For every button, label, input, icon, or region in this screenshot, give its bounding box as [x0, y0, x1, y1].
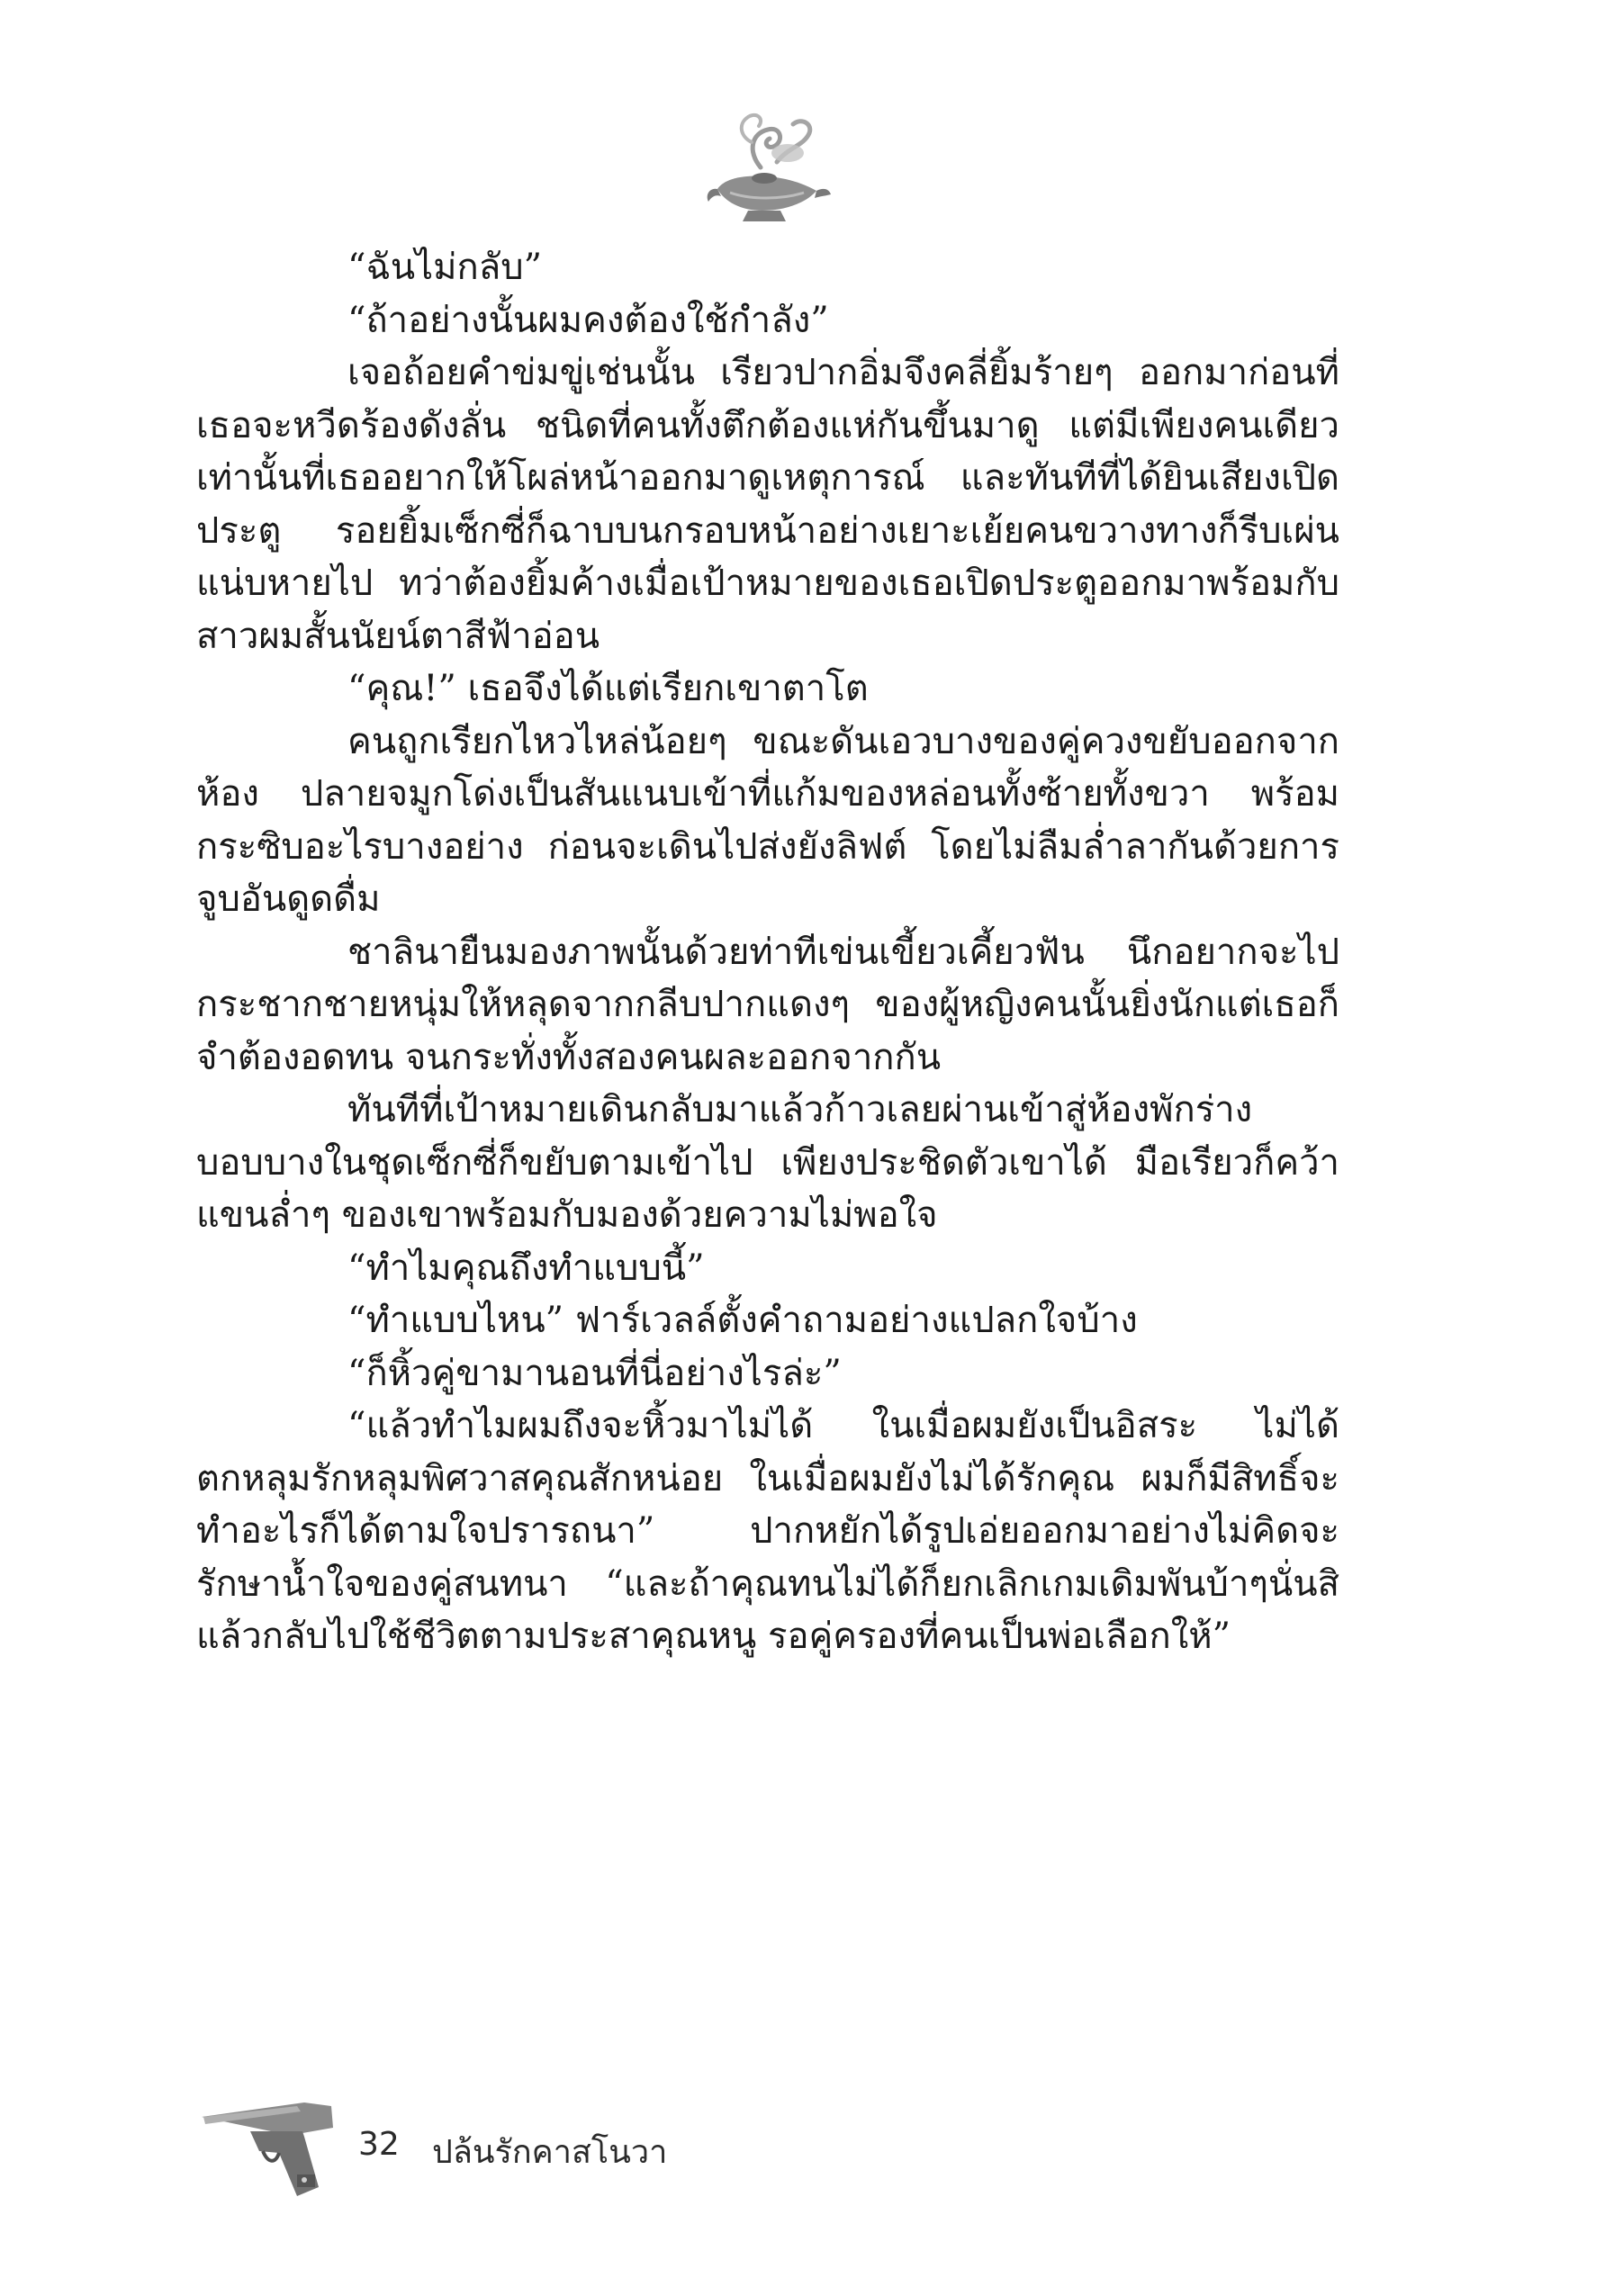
page-footer [196, 2097, 880, 2205]
lamp-icon [698, 106, 833, 232]
pistol-icon [196, 2097, 349, 2201]
paragraph: ทันทีที่เป้าหมายเดินกลับมาแล้วก้าวเลยผ่านเข้าสู่ห้องพักร่างบอบบางในชุดเซ็กซี่ก็ขยับตามเข้าไป เพียงประชิดตัวเขาได้ มือเรียวก็คว้าแขนล่ำๆ ของเขาพร้อมกับมองด้วยความไม่พอใจ [196, 1089, 1339, 1236]
paragraph: “ทำแบบไหน” ฟาร์เวลล์ตั้งคำถามอย่างแปลกใจบ้าง [347, 1300, 1138, 1341]
paragraph: “แล้วทำไมผมถึงจะหิ้วมาไม่ได้ ในเมื่อผมยังเป็นอิสระ ไม่ได้ตกหลุมรักหลุมพิศวาสคุณสักหน่อย ในเมื่อผมยังไม่ได้รักคุณ ผมก็มีสิทธิ์จะทำอะไรก็ได้ตามใจปรารถนา” ปากหยักได้รูปเอ่ยออกมาอย่างไม่คิดจะรักษาน้ำใจของคู่สนทนา “และถ้าคุณทนไม่ได้ก็ยกเลิกเกมเดิมพันบ้าๆนั่นสิ แล้วกลับไปใช้ชีวิตตามประสาคุณหนู รอคู่ครองที่คนเป็นพ่อเลือกให้” [196, 1405, 1339, 1657]
page-number: 32 [358, 2126, 400, 2163]
paragraph: ชาลินายืนมองภาพนั้นด้วยท่าทีเข่นเขี้ยวเคี้ยวฟัน นึกอยากจะไปกระชากชายหนุ่มให้หลุดจากกลีบปากแดงๆ ของผู้หญิงคนนั้นยิ่งนักแต่เธอก็จำต้องอดทน จนกระทั่งทั้งสองคนผละออกจากกัน [196, 931, 1339, 1078]
book-title: ปล้นรักคาสโนวา [432, 2134, 668, 2171]
paragraph: “ทำไมคุณถึงทำแบบนี้” [347, 1247, 705, 1289]
paragraph: คนถูกเรียกไหวไหล่น้อยๆ ขณะดันเอวบางของคู่ควงขยับออกจากห้อง ปลายจมูกโด่งเป็นสันแนบเข้าที่แก้มของหล่อนทั้งซ้ายทั้งขวา พร้อมกระซิบอะไรบางอย่าง ก่อนจะเดินไปส่งยังลิฟต์ โดยไม่ลืมล่ำลากันด้วยการจูบอันดูดดื่ม [196, 720, 1339, 920]
paragraph: “ก็หิ้วคู่ขามานอนที่นี่อย่างไรล่ะ” [347, 1352, 842, 1394]
paragraph: “ถ้าอย่างนั้นผมคงต้องใช้กำลัง” [347, 299, 829, 341]
paragraph: เจอถ้อยคำข่มขู่เช่นนั้น เรียวปากอิ่มจึงคลี่ยิ้มร้ายๆ ออกมาก่อนที่เธอจะหวีดร้องดังลั่น ชนิดที่คนทั้งตึกต้องแห่กันขึ้นมาดู แต่มีเพียงคนเดียวเท่านั้นที่เธออยากให้โผล่หน้าออกมาดูเหตุการณ์ และทันทีที่ได้ยินเสียงเปิดประตู รอยยิ้มเซ็กซี่ก็ฉาบบนกรอบหน้าอย่างเยาะเย้ยคนขวางทางก็รีบเผ่นแน่บหายไป ทว่าต้องยิ้มค้างเมื่อเป้าหมายของเธอเปิดประตูออกมาพร้อมกับสาวผมสั้นนัยน์ตาสีฟ้าอ่อน [196, 352, 1339, 657]
body-text [196, 241, 1339, 1663]
paragraph: “ฉันไม่กลับ” [347, 247, 543, 288]
paragraph: “คุณ!” เธอจึงได้แต่เรียกเขาตาโต [347, 668, 869, 709]
